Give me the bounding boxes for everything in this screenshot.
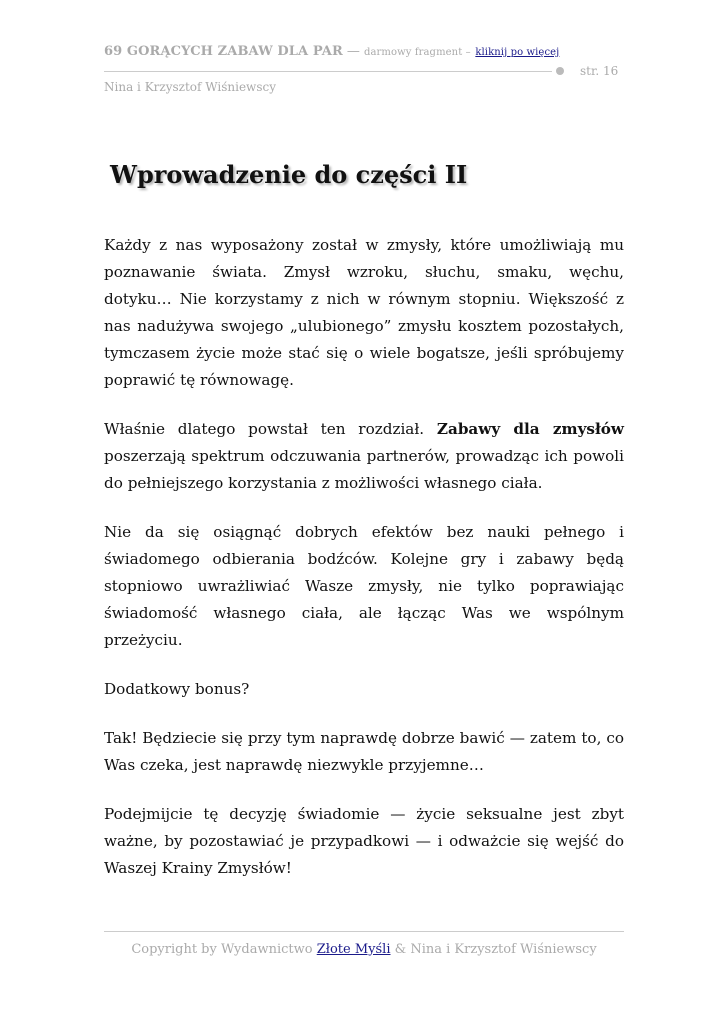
header-title-line [104, 44, 624, 59]
footer-suffix: & Nina i Krzysztof Wiśniewscy [390, 942, 597, 957]
paragraph: Każdy z nas wyposażony został w zmysły, które umożliwiają mu poznawanie świata. Zmysł wzroku, słuchu, smaku, węchu, dotyku… Nie korzystamy z nich w równym stopniu. Większość z nas nadużywa swojego „ulubionego” zmysłu kosztem pozostałych, tymczasem życie może stać się o wiele bogatsze, jeśli spróbujemy poprawić tę równowagę. [104, 236, 624, 389]
page-footer [104, 942, 624, 957]
header-authors: Nina i Krzysztof Wiśniewscy [104, 80, 276, 94]
body-text [104, 232, 624, 904]
paragraph: Podejmijcie tę decyzję świadomie — życie seksualne jest zbyt ważne, by pozostawiać je przypadkowi — i odważcie się wejść do Waszej Krainy Zmysłów! [104, 805, 624, 877]
more-link[interactable]: kliknij po więcej [475, 47, 560, 58]
fragment-note: darmowy fragment – [363, 47, 471, 58]
page-number: str. 16 [580, 64, 619, 78]
paragraph [104, 416, 624, 497]
paragraph: Tak! Będziecie się przy tym naprawdę dobrze bawić — zatem to, co Was czeka, jest naprawdę niezwykle przyjemne… [104, 729, 624, 774]
bold-phrase: Zabawy dla zmysłów [436, 420, 624, 438]
publisher-link[interactable]: Złote Myśli [316, 942, 391, 957]
paragraph-text: Właśnie dlatego powstał ten rozdział. [104, 420, 437, 438]
paragraph: Nie da się osiągnąć dobrych efektów bez nauki pełnego i świadomego odbierania bodźców. Kolejne gry i zabawy będą stopniowo uwrażliwiać Wasze zmysły, nie tylko poprawiając świadomość własnego ciała, ale łącząc Was we wspólnym przeżyciu. [104, 523, 624, 649]
chapter-title: Wprowadzenie do części II [110, 160, 468, 189]
paragraph: Dodatkowy bonus? [104, 680, 250, 698]
page-header [104, 44, 624, 94]
footer-prefix: Copyright by Wydawnictwo [131, 942, 317, 957]
bullet-icon [556, 67, 564, 75]
book-title: 69 GORĄCYCH ZABAW DLA PAR [104, 44, 343, 59]
paragraph-text: poszerzają spektrum odczuwania partnerów, prowadząc ich powoli do pełniejszego korzystania z możliwości własnego ciała. [104, 447, 624, 492]
header-separator: — [346, 44, 360, 59]
footer-divider [104, 931, 624, 932]
header-divider [104, 71, 552, 72]
